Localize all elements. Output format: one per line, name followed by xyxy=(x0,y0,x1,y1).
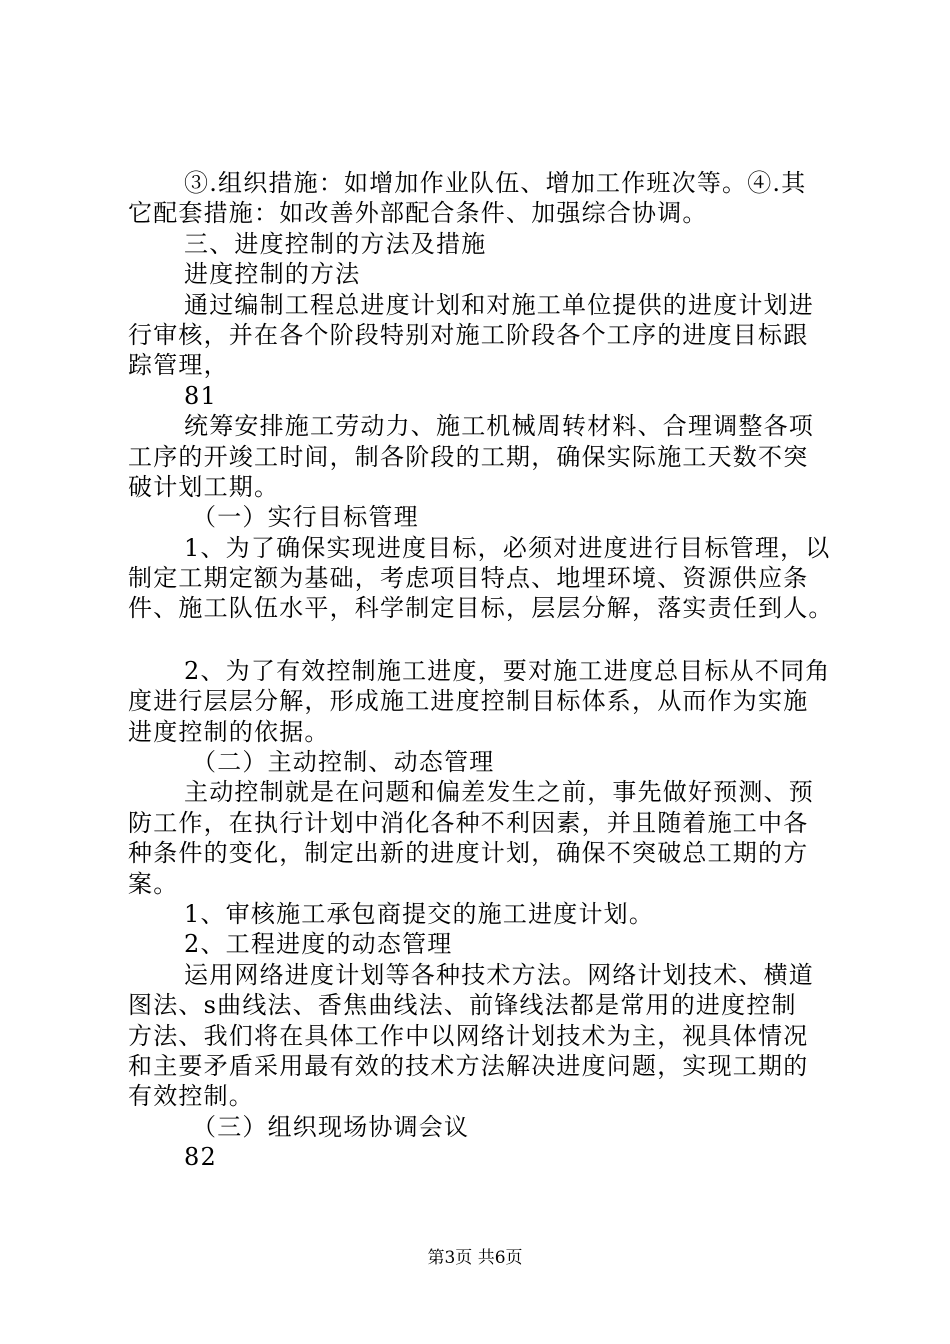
text-line: 1、为了确保实现进度目标，必须对进度进行目标管理，以 xyxy=(184,533,831,562)
subsection-heading: （三）组织现场协调会议 xyxy=(192,1112,470,1141)
text-line: 方法、我们将在具体工作中以网络计划技术为主，视具体情况 xyxy=(128,1021,809,1050)
subsection-heading: 进度控制的方法 xyxy=(184,260,361,289)
text-line: 1、审核施工承包商提交的施工进度计划。 xyxy=(184,899,655,928)
section-heading: 三、进度控制的方法及措施 xyxy=(184,229,487,258)
subsection-heading: （一）实行目标管理 xyxy=(192,503,419,532)
text-line: 有效控制。 xyxy=(128,1082,254,1111)
text-line: 件、施工队伍水平，科学制定目标，层层分解，落实责任到人。 xyxy=(128,594,834,623)
page-footer: 第3页 共6页 xyxy=(427,1248,523,1268)
page-number-marker: 82 xyxy=(184,1143,217,1172)
text-line: 工序的开竣工时间，制各阶段的工期，确保实际施工天数不突 xyxy=(128,442,809,471)
text-line: ③.组织措施：如增加作业队伍、增加工作班次等。④.其 xyxy=(184,169,807,197)
text-line: 行审核，并在各个阶段特别对施工阶段各个工序的进度目标跟 xyxy=(128,320,809,349)
text-line: 通过编制工程总进度计划和对施工单位提供的进度计划进 xyxy=(184,290,814,319)
text-line: 和主要矛盾采用最有效的技术方法解决进度问题，实现工期的 xyxy=(128,1051,809,1080)
text-line: 运用网络进度计划等各种技术方法。网络计划技术、横道 xyxy=(184,960,814,989)
text-line: 2、工程进度的动态管理 xyxy=(184,930,453,959)
paragraph-gap xyxy=(128,624,838,656)
text-line: 度进行层层分解，形成施工进度控制目标体系，从而作为实施 xyxy=(128,687,809,716)
text-line: 种条件的变化，制定出新的进度计划，确保不突破总工期的方 xyxy=(128,839,809,868)
document-body xyxy=(128,168,838,1173)
text-line: 防工作，在执行计划中消化各种不利因素，并且随着施工中各 xyxy=(128,808,809,837)
text-line: 踪管理， xyxy=(128,351,229,380)
text-line: 2、为了有效控制施工进度，要对施工进度总目标从不同角 xyxy=(184,656,831,685)
text-line: 主动控制就是在问题和偏差发生之前，事先做好预测、预 xyxy=(184,778,814,807)
text-line: 进度控制的依据。 xyxy=(128,717,330,746)
page-number-marker: 81 xyxy=(184,381,217,410)
text-line: 图法、s曲线法、香焦曲线法、前锋线法都是常用的进度控制 xyxy=(128,991,797,1020)
text-line: 它配套措施：如改善外部配合条件、加强综合协调。 xyxy=(128,199,708,228)
text-line: 案。 xyxy=(128,869,179,898)
text-line: 统筹安排施工劳动力、施工机械周转材料、合理调整各项 xyxy=(184,412,814,441)
text-line: 制定工期定额为基础，考虑项目特点、地埋环境、资源供应条 xyxy=(128,564,809,593)
subsection-heading: （二）主动控制、动态管理 xyxy=(192,748,495,777)
text-line: 破计划工期。 xyxy=(128,472,280,501)
